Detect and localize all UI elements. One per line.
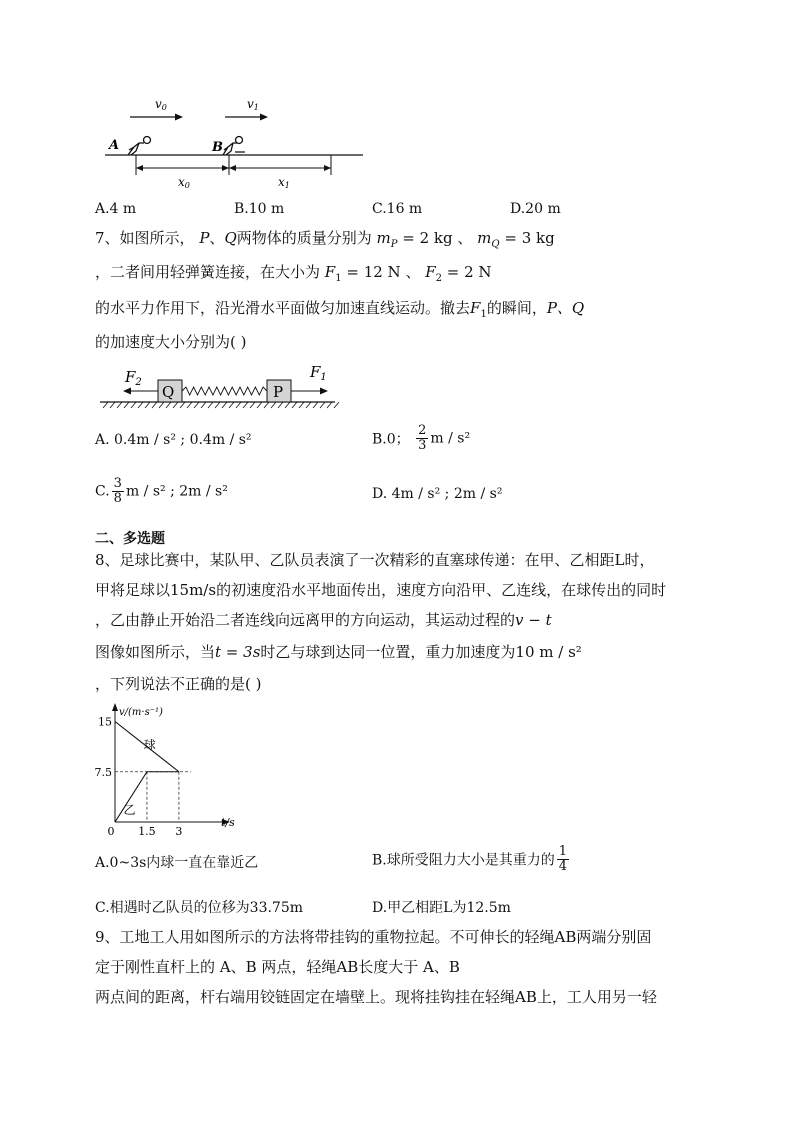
y-tick-15: 15 [98,715,112,729]
x-tick-0: 0 [107,825,115,838]
q9-stem-line-1: 9、工地工人用如图所示的方法将带挂钩的重物拉起。不可伸长的轻绳AB两端分别固 [95,928,652,946]
hatch-mark [306,402,311,408]
q8-option-a[interactable]: A.0~3s内球一直在靠近乙 [95,855,259,871]
q7-stem-line-4: 的加速度大小分别为( ) [95,333,247,351]
hatch-mark [138,402,143,408]
hatch-mark [208,402,213,408]
svg-text:P: P [273,383,284,401]
svg-text:v0: v0 [155,97,167,112]
runner-b-icon [223,137,245,156]
y-axis-label: v/(m·s⁻¹) [119,707,163,718]
x0-label: x [178,175,185,189]
hatch-mark [180,402,185,408]
runner-a-icon [128,137,151,156]
hatch-mark [257,402,262,408]
q7-option-b[interactable]: B.0； $\frac{2}{3}$ m / s² [372,423,471,453]
hatch-mark [187,402,192,408]
hatch-mark [271,402,276,408]
q8-stem-line-3: ，乙由静止开始沿二者连线向远离甲的方向运动，其运动过程的v − t [95,611,552,629]
label-A: A [109,138,120,153]
hatch-mark [285,402,290,408]
hatch-mark [278,402,283,408]
q9-stem-line-2: 定于刚性直杆上的 A、B 两点，轻绳AB长度大于 A、B [95,958,460,976]
hatch-mark [117,402,122,408]
x-tick-1-5: 1.5 [138,825,156,838]
series-label-yi: 乙 [123,802,136,817]
q6-option-c[interactable]: C.16 m [372,201,423,217]
q7-figure [95,360,345,416]
hatch-mark [236,402,241,408]
hatch-mark [264,402,269,408]
hatch-mark [166,402,171,408]
q7-option-a[interactable]: A. 0.4m / s² ; 0.4m / s² [95,432,252,448]
svg-text:v1: v1 [247,97,259,112]
q6-figure [95,95,375,190]
hatch-mark [243,402,248,408]
q7-mass-expression: $m_P = 2$ kg 、 $m_Q = 3$ kg [376,229,555,250]
q9-stem-line-3: 两点间的距离，杆右端用铰链固定在墙壁上。现将挂钩挂在轻绳AB上，工人用另一轻 [95,988,657,1006]
hatch-mark [131,402,136,408]
f1-label: F [310,363,321,381]
q8-stem-line-1: 8、足球比赛中，某队甲、乙队员表演了一次精彩的直塞球传递：在甲、乙相距L时， [95,551,655,569]
q8-option-b[interactable]: B.球所受阻力大小是其重力的 $\frac{1}{4}$ [372,844,568,874]
svg-text:F1: $F_1$ [310,363,327,383]
q8-vt-chart [95,700,255,840]
hatch-mark [124,402,129,408]
hatch-mark [145,402,150,408]
f2-label: F [125,368,136,386]
hatch-mark [159,402,164,408]
q8-stem-line-5: ，下列说法不正确的是( ) [95,675,262,693]
y-tick-7-5: 7.5 [95,765,112,779]
svg-text:x1: x1 [278,175,290,190]
v0-label: v [155,97,162,111]
hatch-mark [334,402,339,408]
q7-stem-line-2: ，二者间用轻弹簧连接，在大小为 $F_1 = 12$ N 、 $F_2 = 2$ N [95,263,492,284]
hatch-mark [110,402,115,408]
q8-option-d[interactable]: D.甲乙相距L为12.5m [372,900,511,916]
hatch-mark [229,402,234,408]
hatch-mark [215,402,220,408]
hatch-mark [152,402,157,408]
x-tick-3: 3 [175,825,183,838]
q8-option-c[interactable]: C.相遇时乙队员的位移为33.75m [95,900,304,916]
q8-stem-line-2: 甲将足球以15m/s的初速度沿水平地面传出，速度方向沿甲、乙连线，在球传出的同时 [95,581,667,599]
hatch-mark [194,402,199,408]
svg-text:Q: Q [162,383,175,401]
spring-icon [182,387,267,395]
hatch-mark [327,402,332,408]
q6-option-a[interactable]: A.4 m [95,201,137,217]
q6-option-b[interactable]: B.10 m [234,201,285,217]
q7-force-expression: $F_1 = 12$ N 、 $F_2 = 2$ N [324,263,492,284]
hatch-mark [299,402,304,408]
x1-label: x [278,175,285,189]
hatch-mark [222,402,227,408]
hatch-mark [313,402,318,408]
q7-option-c[interactable]: C. $\frac{3}{8}$ m / s² ; 2m / s² [95,476,228,506]
svg-text:F2: $F_2$ [125,368,142,388]
hatch-mark [103,402,108,408]
q6-option-d[interactable]: D.20 m [510,201,561,217]
series-label-ball: 球 [143,737,156,752]
hatch-mark [320,402,325,408]
label-B: B [212,140,223,155]
x-axis-label: t/s [221,816,235,829]
hatch-mark [201,402,206,408]
q7-ground-hatch [103,402,339,408]
v1-label: v [247,97,254,111]
section-heading: 二、多选题 [95,531,165,547]
svg-text:x0: x0 [178,175,190,190]
q7-stem-line-3: 的水平力作用下，沿光滑水平面做匀加速直线运动。撤去$F_1$的瞬间，P、Q [95,299,585,320]
q8-stem-line-4: 图像如图所示，当t = 3s时乙与球到达同一位置，重力加速度为10 m / s² [95,643,582,661]
hatch-mark [292,402,297,408]
hatch-mark [250,402,255,408]
hatch-mark [173,402,178,408]
q7-option-d[interactable]: D. 4m / s² ; 2m / s² [372,486,503,502]
q7-stem-line-1: 7、如图所示， P、Q两物体的质量分别为 $m_P = 2$ kg 、 $m_Q = 3$ kg [95,229,555,250]
